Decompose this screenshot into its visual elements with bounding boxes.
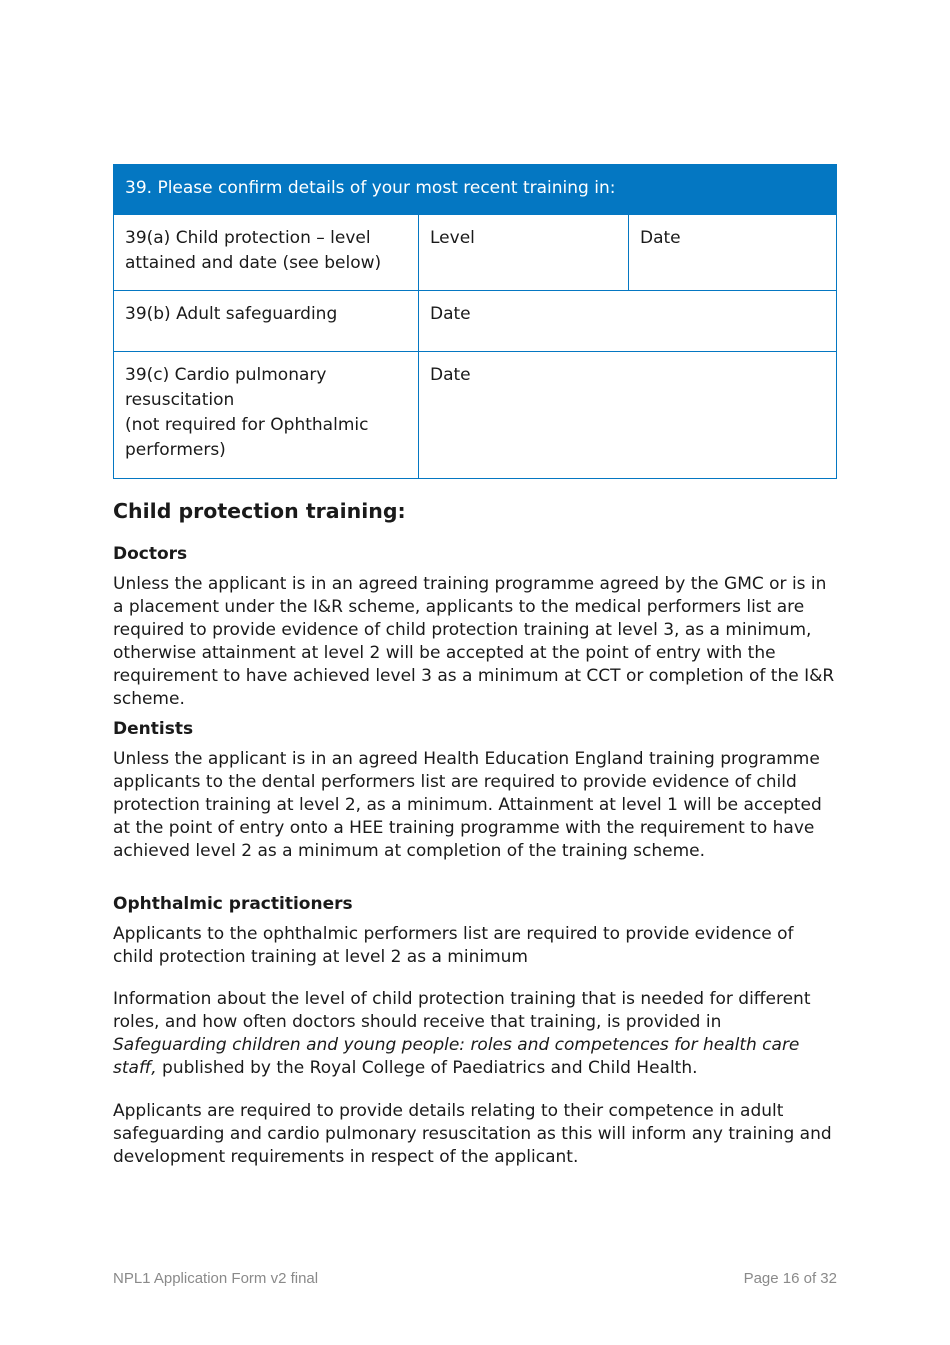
info-text-post: published by the Royal College of Paediatrics and Child Health. [156, 1058, 698, 1078]
table-row [114, 214, 836, 290]
date-field[interactable]: Date [430, 365, 471, 385]
dentists-heading: Dentists [113, 719, 194, 739]
date-field[interactable]: Date [430, 304, 471, 324]
info-text [113, 988, 837, 1080]
info-text-pre: Information about the level of child protection training that is needed for different roles, and how often doctors should receive that training, is provided in [113, 989, 811, 1032]
table-row [114, 290, 836, 351]
date-field[interactable]: Date [640, 228, 681, 248]
section-title: Child protection training: [113, 499, 406, 523]
doctors-text: Unless the applicant is in an agreed training programme agreed by the GMC or is in a placement under the I&R scheme, applicants to the medical performers list are required to provide evidence of child protection training at level 3, as a minimum, otherwise attainment at level 2 will be accepted at the point of entry with the requirement to have achieved level 3 as a minimum at CCT or completion of the I&R scheme. [113, 574, 835, 709]
table-row [114, 351, 836, 478]
level-field[interactable]: Level [419, 215, 629, 290]
row-label-line: 39(c) Cardio pulmonary resuscitation [125, 365, 327, 410]
ophthalmic-heading: Ophthalmic practitioners [113, 894, 353, 914]
ophthalmic-text: Applicants to the ophthalmic performers list are required to provide evidence of child protection training at level 2 as a minimum [113, 924, 794, 967]
applicants-text: Applicants are required to provide details relating to their competence in adult safeguarding and cardio pulmonary resuscitation as this will inform any training and development requirements in respect of the applicant. [113, 1101, 832, 1167]
row-label: 39(b) Adult safeguarding [114, 291, 419, 351]
footer-page-number: Page 16 of 32 [743, 1270, 837, 1287]
row-label: 39(a) Child protection – level attained and date (see below) [114, 215, 419, 290]
row-label [114, 352, 419, 478]
doctors-heading: Doctors [113, 544, 188, 564]
publication-title: Safeguarding children and young people: roles and competences for health care staff, [113, 1035, 800, 1078]
training-table [113, 164, 837, 479]
footer-doc-name: NPL1 Application Form v2 final [113, 1270, 319, 1287]
row-label-note: (not required for Ophthalmic performers) [125, 415, 369, 460]
table-header: 39. Please confirm details of your most recent training in: [114, 165, 836, 214]
dentists-text: Unless the applicant is in an agreed Health Education England training programme applicants to the dental performers list are required to provide evidence of child protection training at level 2, as a minimum. Attainment at level 1 will be accepted at the point of entry onto a HEE training programme with the requirement to have achieved level 2 as a minimum at completion of the training scheme. [113, 749, 822, 861]
